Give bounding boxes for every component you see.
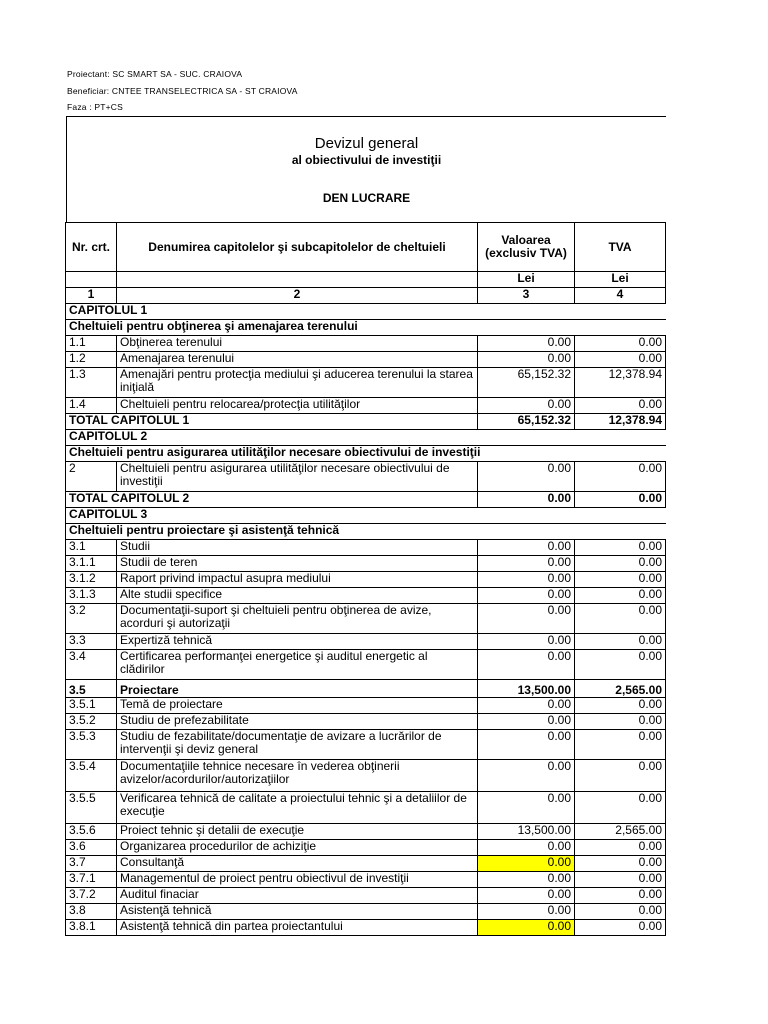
table-row [66,398,666,414]
row-tva: 0.00 [575,698,666,714]
row-val: 0.00 [478,572,575,588]
row-val: 0.00 [478,336,575,352]
row-val: 0.00 [478,698,575,714]
row-tva: 0.00 [575,604,666,634]
row-nr: 3.6 [66,840,117,856]
row-den: Certificarea performanţei energetice şi auditul energetic al clădirilor [117,650,478,680]
row-nr: 3.5.2 [66,714,117,730]
table-row [66,680,666,698]
table-row [66,462,666,492]
row-nr: 3.2 [66,604,117,634]
col-val-header: Valoarea (exclusiv TVA) [478,223,575,272]
row-val: 0.00 [478,352,575,368]
table-row [66,730,666,760]
row-val: 0.00 [478,714,575,730]
row-val: 0.00 [478,540,575,556]
row-den: Studii [117,540,478,556]
row-den: Temă de proiectare [117,698,478,714]
row-tva: 0.00 [575,888,666,904]
table-row [66,634,666,650]
row-tva: 0.00 [575,730,666,760]
row-tva: 0.00 [575,650,666,680]
row-den: Cheltuieli pentru asigurarea utilităţilor necesare obiectivului de investiţii [117,462,478,492]
row-tva: 0.00 [575,714,666,730]
table-row [66,556,666,572]
row-den: Asistenţă tehnică [117,904,478,920]
row-den: Obţinerea terenului [117,336,478,352]
row-nr: 3.5.3 [66,730,117,760]
row-den: Expertiză tehnică [117,634,478,650]
row-tva: 0.00 [575,572,666,588]
table-row [66,904,666,920]
row-tva: 0.00 [575,540,666,556]
row-den: Studii de teren [117,556,478,572]
row-tva: 0.00 [575,588,666,604]
row-val: 0.00 [478,840,575,856]
row-val: 0.00 [478,888,575,904]
row-tva: 0.00 [575,336,666,352]
table-row [66,572,666,588]
row-den: Documentaţiile tehnice necesare în vederea obţinerii avizelor/acordurilor/autorizaţiilor [117,760,478,792]
table-row [66,888,666,904]
row-tva: 12,378.94 [575,368,666,398]
row-val: 0.00 [478,634,575,650]
row-den: Amenajarea terenului [117,352,478,368]
row-den: Raport privind impactul asupra mediului [117,572,478,588]
index-row [66,288,666,304]
row-val: 0.00 [478,856,575,872]
column-header-row [66,223,666,272]
units-empty-2 [117,272,478,288]
row-den: Managementul de proiect pentru obiectivul de investiţii [117,872,478,888]
deviz-table [65,222,666,936]
row-val: 0.00 [478,462,575,492]
header-proiectant: Proiectant: SC SMART SA - SUC. CRAIOVA [67,69,243,79]
col-den-header: Denumirea capitolelor şi subcapitolelor de cheltuieli [117,223,478,272]
unit-tva: Lei [575,272,666,288]
table-row [66,540,666,556]
row-den: Cheltuieli pentru relocarea/protecţia utilităţilor [117,398,478,414]
table-row [66,920,666,936]
row-tva: 0.00 [575,398,666,414]
idx-4: 4 [575,288,666,304]
units-row [66,272,666,288]
row-tva: 2,565.00 [575,824,666,840]
row-tva: 0.00 [575,760,666,792]
row-tva: 0.00 [575,904,666,920]
cap2-subtitle-text: Cheltuieli pentru asigurarea utilităţilor necesare obiectivului de investiţii [66,446,666,462]
row-val: 0.00 [478,920,575,936]
row-nr: 3.8 [66,904,117,920]
row-val: 0.00 [478,556,575,572]
table-row [66,824,666,840]
row-den: Consultanţă [117,856,478,872]
table-row [66,840,666,856]
cap1-subtitle [66,320,666,336]
row-nr: 1.1 [66,336,117,352]
row-nr: 3.5 [66,680,117,698]
row-tva: 0.00 [575,872,666,888]
row-tva: 0.00 [575,840,666,856]
col-nr-header: Nr. crt. [66,223,117,272]
row-val: 0.00 [478,650,575,680]
header-beneficiar: Beneficiar: CNTEE TRANSELECTRICA SA - ST CRAIOVA [67,86,298,96]
cap3-title-text: CAPITOLUL 3 [66,508,666,524]
total-row [66,492,666,508]
row-den: Documentaţii-suport şi cheltuieli pentru obţinerea de avize, acorduri şi autorizaţii [117,604,478,634]
unit-val: Lei [478,272,575,288]
total-tva: 0.00 [575,492,666,508]
row-tva: 0.00 [575,556,666,572]
col-tva-header: TVA [575,223,666,272]
row-nr: 3.1.3 [66,588,117,604]
row-nr: 3.7.2 [66,888,117,904]
cap2-title [66,430,666,446]
table-row [66,856,666,872]
title-box [66,116,666,222]
table-row [66,336,666,352]
row-nr: 1.2 [66,352,117,368]
row-nr: 3.3 [66,634,117,650]
row-tva: 0.00 [575,462,666,492]
row-tva: 0.00 [575,352,666,368]
table-row [66,588,666,604]
row-val: 0.00 [478,792,575,824]
row-tva: 0.00 [575,634,666,650]
row-den: Studiu de prefezabilitate [117,714,478,730]
row-den: Verificarea tehnică de calitate a proiectului tehnic şi a detaliilor de execuţie [117,792,478,824]
table-row [66,792,666,824]
row-nr: 3.1.2 [66,572,117,588]
header-faza: Faza : PT+CS [67,102,124,112]
cap1-title-text: CAPITOLUL 1 [66,304,666,320]
row-val: 0.00 [478,730,575,760]
cap3-subtitle-text: Cheltuieli pentru proiectare şi asistenţă tehnică [66,524,666,540]
cap1-subtitle-text: Cheltuieli pentru obţinerea şi amenajarea terenului [66,320,666,336]
row-val: 0.00 [478,588,575,604]
table-row [66,714,666,730]
row-nr: 1.3 [66,368,117,398]
row-nr: 1.4 [66,398,117,414]
table-row [66,872,666,888]
row-val: 13,500.00 [478,824,575,840]
row-nr: 3.5.1 [66,698,117,714]
units-empty-1 [66,272,117,288]
row-val: 0.00 [478,604,575,634]
table-row [66,352,666,368]
row-val: 0.00 [478,398,575,414]
row-val: 0.00 [478,760,575,792]
row-den: Proiect tehnic şi detalii de execuţie [117,824,478,840]
total-tva: 12,378.94 [575,414,666,430]
table-row [66,760,666,792]
row-tva: 0.00 [575,856,666,872]
cap3-title [66,508,666,524]
idx-3: 3 [478,288,575,304]
row-tva: 2,565.00 [575,680,666,698]
total-row [66,414,666,430]
row-nr: 2 [66,462,117,492]
row-tva: 0.00 [575,792,666,824]
table-row [66,604,666,634]
row-val: 0.00 [478,872,575,888]
table-row [66,650,666,680]
table-row [66,368,666,398]
cap2-subtitle [66,446,666,462]
row-nr: 3.1 [66,540,117,556]
row-den: Asistenţă tehnică din partea proiectantului [117,920,478,936]
title-sub: al obiectivului de investiţii [291,153,442,167]
row-nr: 3.1.1 [66,556,117,572]
row-den: Organizarea procedurilor de achiziţie [117,840,478,856]
total-val: 65,152.32 [478,414,575,430]
title-name: DEN LUCRARE [322,191,411,205]
row-val: 13,500.00 [478,680,575,698]
row-den: Proiectare [117,680,478,698]
row-nr: 3.8.1 [66,920,117,936]
cap1-title [66,304,666,320]
row-nr: 3.7.1 [66,872,117,888]
row-nr: 3.5.6 [66,824,117,840]
total-label: TOTAL CAPITOLUL 1 [66,414,478,430]
total-val: 0.00 [478,492,575,508]
row-nr: 3.4 [66,650,117,680]
title-main: Devizul general [314,135,419,152]
table-row [66,698,666,714]
row-nr: 3.7 [66,856,117,872]
row-den: Alte studii specifice [117,588,478,604]
idx-1: 1 [66,288,117,304]
row-den: Studiu de fezabilitate/documentaţie de avizare a lucrărilor de intervenţii şi deviz general [117,730,478,760]
row-tva: 0.00 [575,920,666,936]
row-nr: 3.5.4 [66,760,117,792]
total-label: TOTAL CAPITOLUL 2 [66,492,478,508]
row-nr: 3.5.5 [66,792,117,824]
row-den: Amenajări pentru protecţia mediului şi aducerea terenului la starea iniţială [117,368,478,398]
idx-2: 2 [117,288,478,304]
row-val: 65,152.32 [478,368,575,398]
row-val: 0.00 [478,904,575,920]
cap3-subtitle [66,524,666,540]
row-den: Auditul finaciar [117,888,478,904]
cap2-title-text: CAPITOLUL 2 [66,430,666,446]
